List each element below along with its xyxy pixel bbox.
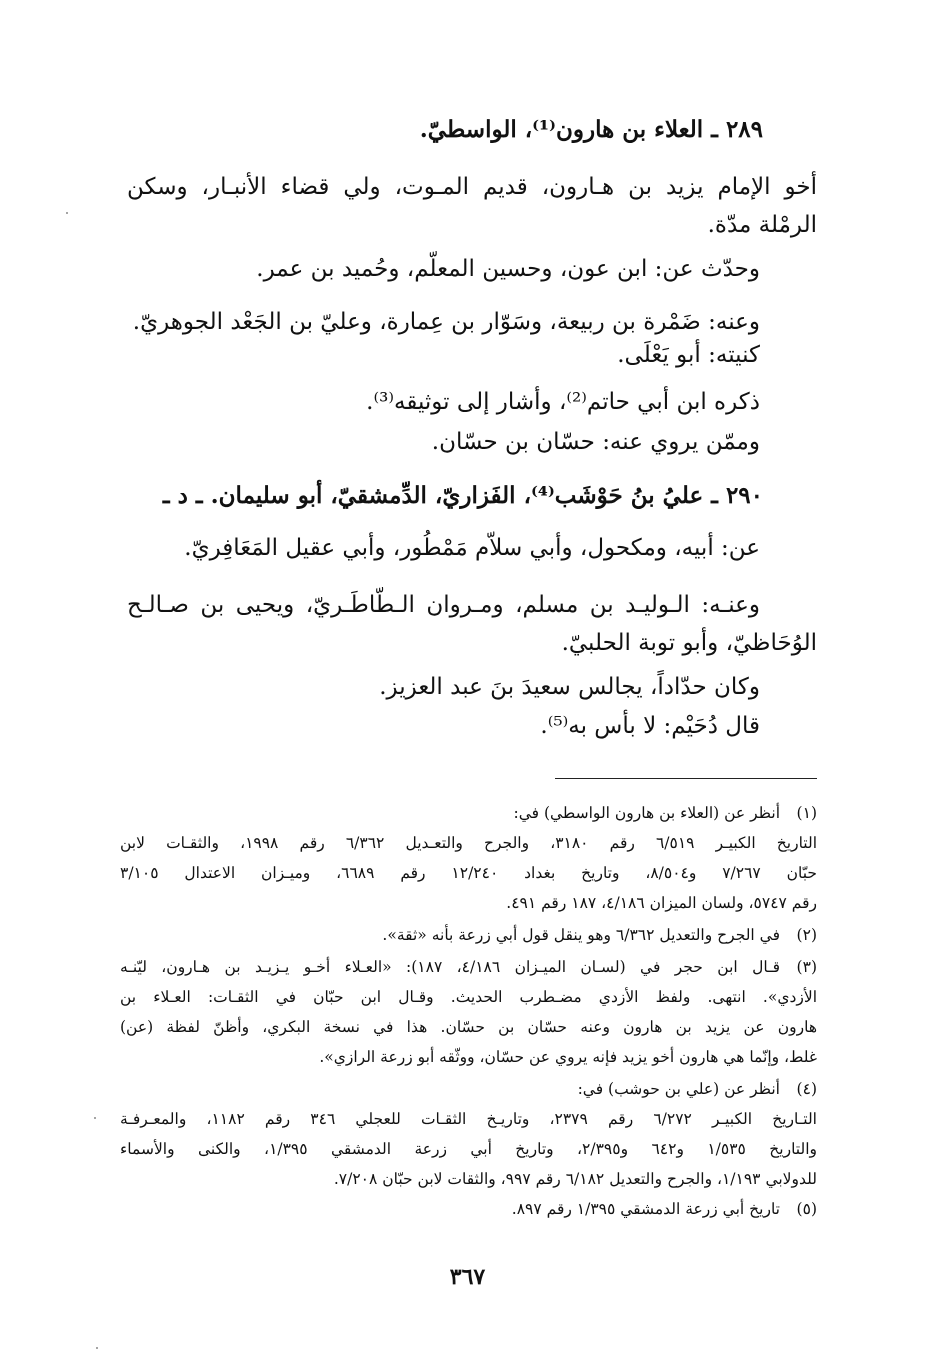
footnote-line: والتاريخ ١/٥٣٥ و٦٤٢ و٢/٣٩٥، وتاريخ أبي زرعة الدمشقي ١/٣٩٥، والكنى والأسماء bbox=[120, 1140, 817, 1158]
page-number: ٣٦٧ bbox=[449, 1264, 486, 1290]
footnote-line: رقم ٥٧٤٧، ولسان الميزان ٤/١٨٦، ١٨٧ رقم ٤٩١. bbox=[506, 894, 817, 912]
footnote-number: (٥) bbox=[796, 1200, 817, 1218]
body-line: أخو الإمام يزيد بن هـارون، قديم المـوت، ولي قضاء الأنبـار، وسكن bbox=[127, 174, 817, 200]
body-line: الرمْلة مدّة. bbox=[707, 212, 817, 238]
body-line: وعنـه: الـوليـد بن مسلم، ومـروان الـطّاطَـريّ، ويحيى بن صـالـح bbox=[127, 592, 760, 618]
body-line: وحدّث عن: ابن عون، وحسين المعلّم، وحُميد بن عمر. bbox=[256, 256, 760, 282]
footnote-number: (٣) bbox=[796, 958, 817, 976]
entry-heading-289: ٢٨٩ ـ العلاء بن هارون⁽¹⁾، الواسطيّ. bbox=[419, 116, 763, 143]
footnote-line: التاريخ الكبيـر ٦/٥١٩ رقم ٣١٨٠، والجرح والتعـديل ٦/٣٦٢ رقم ١٩٩٨، والثقـات لابن bbox=[120, 834, 817, 852]
footnote-number: (١) bbox=[796, 804, 817, 822]
footnote-line: الأزدي». انتهى. ولفظ الأزدي مضـطرب الحديث. وقـال ابن حبّان في الثقـات: العـلاء بن bbox=[120, 988, 817, 1006]
body-line: قال دُحَيْم: لا بأس به⁽⁵⁾. bbox=[540, 713, 760, 739]
body-line: وممّن يروي عنه: حسّان بن حسّان. bbox=[431, 429, 760, 455]
scan-speck bbox=[94, 1117, 96, 1119]
body-line: وكان حدّاداً، يجالس سعيدَ بنَ عبد العزيز. bbox=[379, 674, 760, 700]
footnote-line: للدولابي ١/١٩٣، والجرح والتعديل ٦/١٨٢ رقم ٩٩٧، والثقات لابن حبّان ٧/٢٠٨. bbox=[333, 1170, 817, 1188]
footnote-line: غلط، وإنّما هي هارون أخو يزيد فإنه يروي عن حسّان، ووثّقه أبو زرعة الرازي». bbox=[319, 1048, 817, 1066]
body-line: كنيته: أبو يَعْلَى. bbox=[617, 342, 760, 368]
body-line: عن: أبيه، ومكحول، وأبي سلاّم مَمْطُور، وأبي عقيل المَعَافِريّ. bbox=[184, 535, 760, 561]
footnote-line: التـاريخ الكبيـر ٦/٢٧٢ رقم ٢٣٧٩، وتاريـخ الثقـات للعجلي ٣٤٦ رقم ١١٨٢، والمعـرفـة bbox=[120, 1110, 817, 1128]
entry-heading-290: ٢٩٠ ـ عليُ بنُ حَوْشَب⁽⁴⁾، الفَزاريّ، الدِّمشقيّ، أبو سليمان. ـ د ـ bbox=[162, 482, 763, 509]
footnote-line: أنظر عن (علي بن حوشب) في: bbox=[577, 1080, 780, 1098]
footnote-line: هارون عن يزيد بن هارون وعنه حسّان بن حسّان. هذا في نسخة البكري، وأظنّ لفظة (عن) bbox=[120, 1018, 817, 1036]
footnote-line: تاريخ أبي زرعة الدمشقي ١/٣٩٥ رقم ٨٩٧. bbox=[511, 1200, 780, 1218]
footnote-number: (٢) bbox=[796, 926, 817, 944]
footnote-line: في الجرح والتعديل ٦/٣٦٢ وهو ينقل قول أبي زرعة بأنه «ثقة». bbox=[382, 926, 780, 944]
footnote-separator bbox=[555, 778, 817, 779]
footnote-line: حبّان ٧/٢٦٧ و٨/٥٠٤، وتاريخ بغداد ١٢/٢٤٠ رقم ٦٦٨٩، وميـزان الاعتدال ٣/١٠٥ bbox=[120, 864, 817, 882]
scan-speck bbox=[96, 1347, 98, 1349]
footnote-number: (٤) bbox=[796, 1080, 817, 1098]
body-line: وعنه: ضَمْرة بن ربيعة، وسَوّار بن عِمارة، وعليّ بن الجَعْد الجوهريّ. bbox=[132, 309, 760, 335]
scan-speck bbox=[66, 212, 68, 214]
body-line: ذكره ابن أبي حاتم⁽²⁾، وأشار إلى توثيقه⁽³⁾. bbox=[366, 389, 760, 415]
footnote-line: قـال ابن حجر في (لسـان الميـزان ٤/١٨٦، ١٨٧): «العـلاء أخـو يـزيـد بن هـارون، ليّنـه bbox=[120, 958, 780, 976]
body-line: الوُحَاظيّ، وأبو توبة الحلبيّ. bbox=[561, 630, 817, 656]
footnote-line: أنظر عن (العلاء بن هارون الواسطي) في: bbox=[513, 804, 780, 822]
